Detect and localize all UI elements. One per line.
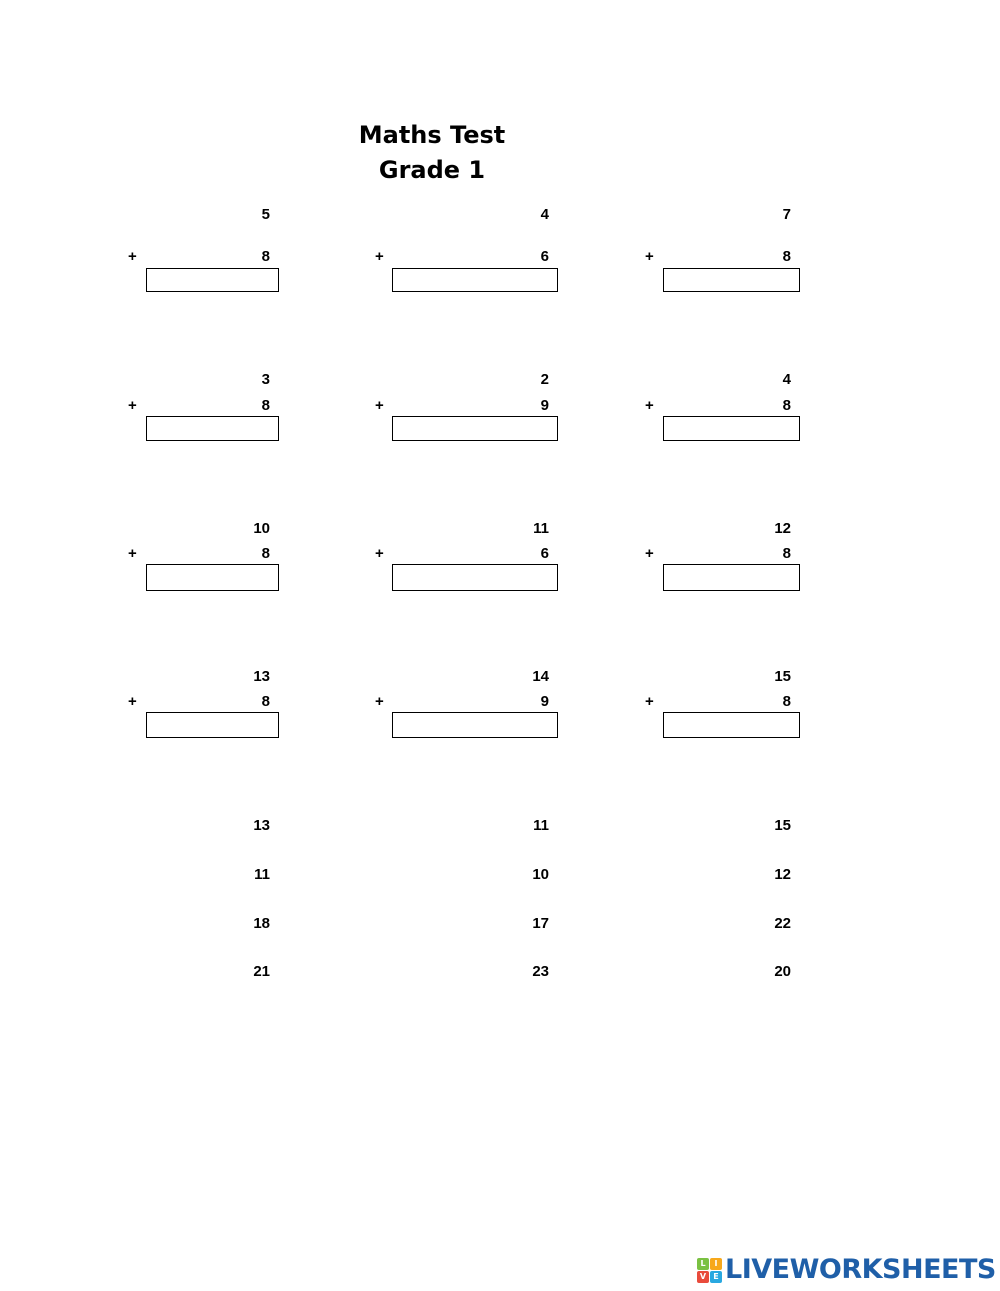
answer-option[interactable]: 21: [253, 963, 270, 980]
problem-1-operator: +: [128, 248, 137, 265]
problem-7-answer-input[interactable]: [146, 564, 279, 591]
problem-7-operator: +: [128, 545, 137, 562]
problem-6-answer-input[interactable]: [663, 416, 800, 441]
problem-6-top: 4: [782, 371, 791, 388]
problem-10-bottom: 8: [261, 693, 270, 710]
logo-block: V: [697, 1271, 709, 1283]
problem-4-top: 3: [261, 371, 270, 388]
problem-8-answer-input[interactable]: [392, 564, 558, 591]
answer-option[interactable]: 10: [532, 866, 549, 883]
problem-1-bottom: 8: [261, 248, 270, 265]
problem-1-answer-input[interactable]: [146, 268, 279, 292]
problem-3-top: 7: [782, 206, 791, 223]
logo-block: I: [710, 1258, 722, 1270]
problem-8-operator: +: [375, 545, 384, 562]
problem-11-top: 14: [532, 668, 549, 685]
answer-option[interactable]: 17: [532, 915, 549, 932]
problem-2-bottom: 6: [540, 248, 549, 265]
problem-7-top: 10: [253, 520, 270, 537]
problem-5-operator: +: [375, 397, 384, 414]
answer-option[interactable]: 20: [774, 963, 791, 980]
problem-11-answer-input[interactable]: [392, 712, 558, 738]
answer-option[interactable]: 13: [253, 817, 270, 834]
logo-text: LIVEWORKSHEETS: [725, 1254, 996, 1285]
worksheet-subtitle: Grade 1: [378, 156, 486, 184]
answer-option[interactable]: 23: [532, 963, 549, 980]
worksheet-title: Maths Test: [358, 121, 506, 149]
problem-12-top: 15: [774, 668, 791, 685]
answer-option[interactable]: 18: [253, 915, 270, 932]
problem-12-operator: +: [645, 693, 654, 710]
problem-12-bottom: 8: [782, 693, 791, 710]
answer-option[interactable]: 11: [254, 866, 270, 883]
problem-6-bottom: 8: [782, 397, 791, 414]
problem-5-answer-input[interactable]: [392, 416, 558, 441]
problem-4-answer-input[interactable]: [146, 416, 279, 441]
problem-11-operator: +: [375, 693, 384, 710]
answer-option[interactable]: 12: [774, 866, 791, 883]
problem-9-bottom: 8: [782, 545, 791, 562]
problem-11-bottom: 9: [540, 693, 549, 710]
problem-8-bottom: 6: [540, 545, 549, 562]
logo-blocks-icon: [697, 1258, 722, 1283]
problem-6-operator: +: [645, 397, 654, 414]
liveworksheets-logo: [697, 1255, 996, 1285]
answer-option[interactable]: 15: [774, 817, 791, 834]
answer-option[interactable]: 11: [533, 817, 549, 834]
problem-10-answer-input[interactable]: [146, 712, 279, 738]
problem-5-top: 2: [540, 371, 549, 388]
answer-option[interactable]: 22: [774, 915, 791, 932]
problem-8-top: 11: [533, 520, 549, 537]
problem-1-top: 5: [261, 206, 270, 223]
problem-10-top: 13: [253, 668, 270, 685]
problem-12-answer-input[interactable]: [663, 712, 800, 738]
logo-block: E: [710, 1271, 722, 1283]
problem-4-operator: +: [128, 397, 137, 414]
problem-4-bottom: 8: [261, 397, 270, 414]
problem-2-operator: +: [375, 248, 384, 265]
problem-3-operator: +: [645, 248, 654, 265]
problem-9-answer-input[interactable]: [663, 564, 800, 591]
problem-2-top: 4: [540, 206, 549, 223]
logo-block: L: [697, 1258, 709, 1270]
problem-3-bottom: 8: [782, 248, 791, 265]
problem-5-bottom: 9: [540, 397, 549, 414]
problem-7-bottom: 8: [261, 545, 270, 562]
problem-9-operator: +: [645, 545, 654, 562]
problem-3-answer-input[interactable]: [663, 268, 800, 292]
problem-2-answer-input[interactable]: [392, 268, 558, 292]
problem-10-operator: +: [128, 693, 137, 710]
problem-9-top: 12: [774, 520, 791, 537]
